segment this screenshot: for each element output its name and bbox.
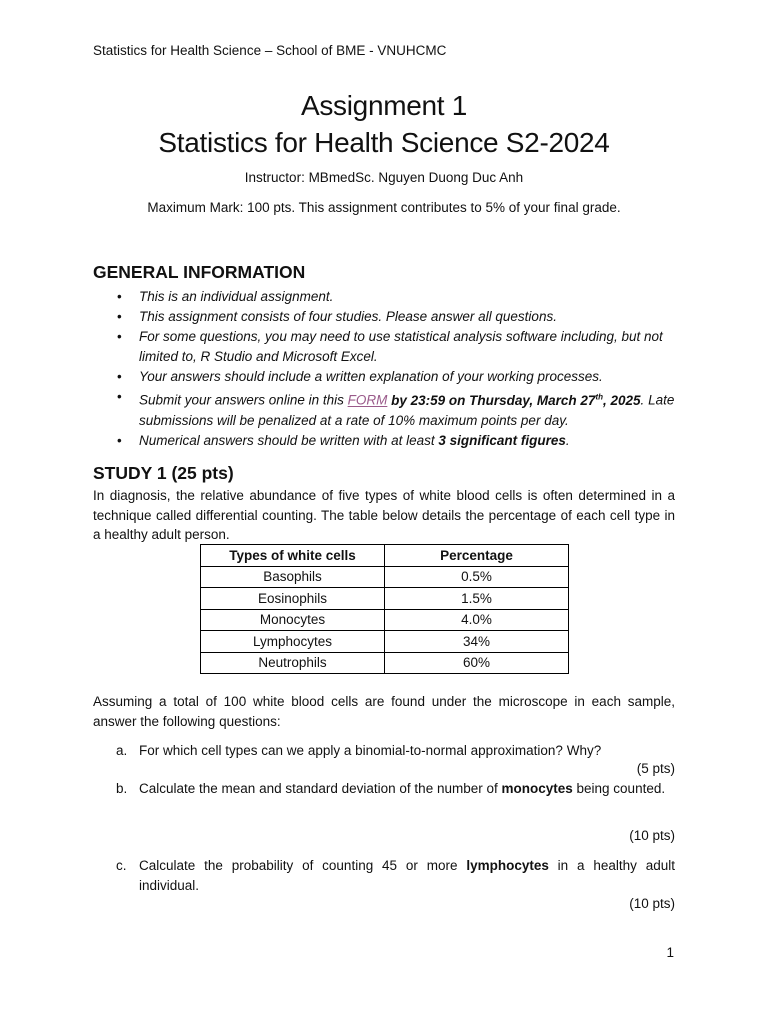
question-text-post: being counted.	[572, 781, 666, 796]
list-item: • This assignment consists of four studies. Please answer all questions.	[139, 307, 683, 327]
cell-percentage: 1.5%	[385, 588, 569, 610]
question-text: For which cell types can we apply a binomial-to-normal approximation? Why?	[139, 743, 602, 758]
study1-heading: STUDY 1 (25 pts)	[93, 463, 234, 483]
list-item: • Your answers should include a written explanation of your working processes.	[139, 367, 683, 387]
numeric-end: .	[565, 432, 570, 448]
question-label: b.	[116, 781, 128, 796]
instructor-line: Instructor: MBmedSc. Nguyen Duong Duc Anh	[244, 170, 524, 185]
list-item-submit	[139, 387, 683, 431]
question-text-post: in a healthy adult individual.	[139, 858, 675, 893]
question-text-pre: Calculate the probability of counting 45 or more	[139, 858, 467, 873]
table-header-row	[201, 545, 569, 567]
general-info-heading: GENERAL INFORMATION	[93, 262, 306, 282]
table-row	[201, 631, 569, 653]
cell-type: Lymphocytes	[201, 631, 385, 653]
question-c	[116, 856, 675, 895]
cell-type: Basophils	[201, 566, 385, 588]
column-header: Types of white cells	[201, 545, 385, 567]
table-row	[201, 652, 569, 674]
study1-assumption: Assuming a total of 100 white blood cells are found under the microscope in each sample, answer the following questions:	[93, 694, 675, 729]
form-link[interactable]: FORM	[347, 392, 388, 408]
cell-percentage: 34%	[385, 631, 569, 653]
question-b	[116, 779, 675, 799]
max-mark-line: Maximum Mark: 100 pts. This assignment contributes to 5% of your final grade.	[147, 200, 621, 215]
running-header: Statistics for Health Science – School of BME - VNUHCMC	[93, 43, 447, 58]
question-text	[139, 779, 675, 799]
deadline-text: by 23:59 on Thursday, March 27	[387, 392, 596, 408]
table-row	[201, 588, 569, 610]
general-info-list	[93, 287, 683, 451]
question-text-pre: Calculate the mean and standard deviation of the number of	[139, 781, 502, 796]
question-label: c.	[116, 858, 127, 873]
question-a-points: (5 pts)	[636, 761, 675, 776]
list-item-numeric	[139, 431, 683, 451]
cell-percentage: 60%	[385, 652, 569, 674]
table-row	[201, 566, 569, 588]
cell-percentage: 4.0%	[385, 609, 569, 631]
question-text	[139, 856, 675, 895]
list-item: • This is an individual assignment.	[139, 287, 683, 307]
white-cell-table	[200, 544, 569, 674]
deadline-ordinal: th	[595, 392, 603, 401]
numeric-prefix: Numerical answers should be written with at least	[139, 432, 439, 448]
question-c-points: (10 pts)	[629, 896, 675, 911]
late-penalty: Late submissions will be penalized at a rate of 10% maximum points per day.	[139, 392, 675, 428]
question-keyword: lymphocytes	[466, 858, 549, 873]
cell-type: Neutrophils	[201, 652, 385, 674]
cell-type: Eosinophils	[201, 588, 385, 610]
deadline-year: , 2025	[603, 392, 641, 408]
table-row	[201, 609, 569, 631]
study1-intro: In diagnosis, the relative abundance of five types of white blood cells is often determined in a technique called differential counting. The table below details the percentage of each cell type in a healthy adult person.	[93, 488, 675, 542]
column-header: Percentage	[385, 545, 569, 567]
question-label: a.	[116, 743, 128, 758]
cell-type: Monocytes	[201, 609, 385, 631]
question-keyword: monocytes	[501, 781, 573, 796]
course-title: Statistics for Health Science S2-2024	[158, 127, 610, 158]
list-item: • For some questions, you may need to use statistical analysis software including, but not limited to, R Studio and Microsoft Excel.	[139, 327, 683, 367]
question-a	[116, 741, 675, 761]
sig-figs: 3 significant figures	[438, 432, 566, 448]
assignment-title: Assignment 1	[300, 90, 468, 121]
question-b-points: (10 pts)	[629, 828, 675, 843]
page-number: 1	[666, 945, 674, 960]
submit-prefix: Submit your answers online in this	[139, 392, 348, 408]
submit-end: .	[640, 392, 645, 408]
cell-percentage: 0.5%	[385, 566, 569, 588]
